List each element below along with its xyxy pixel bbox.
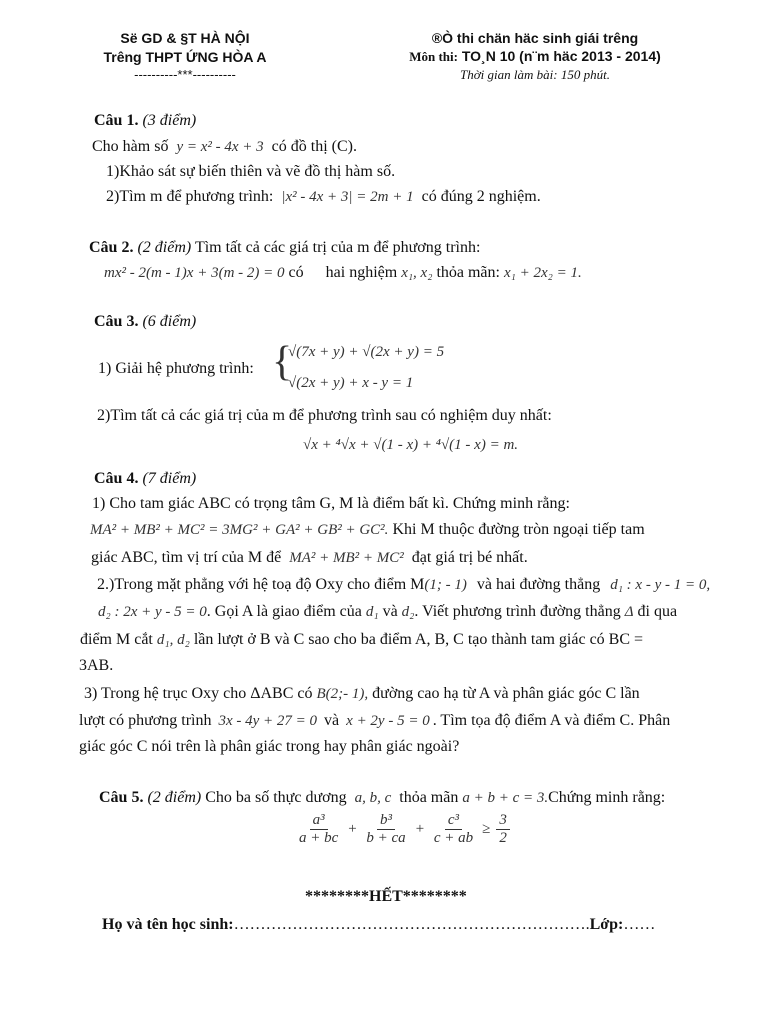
q3-part1: 1) Giải hệ phương trình: [98, 360, 254, 377]
q4-part3-line1 [84, 684, 640, 704]
q3-system-eq1: √(7x + y) + √(2x + y) = 5 [288, 344, 445, 360]
q4-identity: MA² + MB² + MC² = 3MG² + GA² + GB² + GC². [90, 522, 389, 538]
class-dots: …… [623, 916, 656, 933]
q5-points: (2 điểm) [147, 789, 202, 806]
q2-roots: x₁, x₂ [401, 265, 433, 281]
q1-intro-end: có đồ thị (C). [271, 138, 357, 155]
q5-condition: a + b + c = 3. [462, 790, 549, 806]
exam-duration: Thời gian làm bài: 150 phút. [460, 67, 610, 82]
q5-fraction-a [296, 812, 341, 847]
q2-condition: x₁ + 2x₂ = 1. [503, 265, 582, 281]
q4-point-b: B(2;- 1), [316, 686, 369, 702]
q4-heading [94, 469, 196, 489]
q5-title: Câu 5. [99, 789, 144, 806]
subject-value: TO¸N 10 (n¨m häc 2013 - 2014) [461, 48, 661, 64]
q5-vars: a, b, c [354, 790, 392, 806]
q5-f2-den: b + ca [366, 830, 406, 846]
q1-part2-end: có đúng 2 nghiệm. [421, 188, 541, 205]
q5-text-b: thỏa mãn [399, 789, 459, 806]
q4-line-d1: d₁ : x - y - 1 = 0, [610, 577, 711, 593]
q2-thoaman: thỏa mãn: [436, 264, 500, 281]
q2-points: (2 điểm) [137, 239, 192, 256]
q5-inequality [296, 812, 510, 847]
q4-part2-text-b: và hai đường thẳng [476, 576, 601, 593]
q1-part2-equation: |x² - 4x + 3| = 2m + 1 [281, 189, 414, 205]
q4-va: và [382, 603, 398, 620]
q4-part3-text-c: lượt có phương trình [79, 712, 212, 729]
q2-hai: hai nghiệm [325, 264, 398, 281]
q2-co: có [288, 264, 304, 281]
q2-text: Tìm tất cả các giá trị của m để phương trình: [194, 239, 481, 256]
student-name-dots: …………………………………………………………. [233, 916, 590, 933]
q3-part2: 2)Tìm tất cả các giá trị của m để phương trình sau có nghiệm duy nhất: [97, 407, 552, 424]
q2-equation: mx² - 2(m - 1)x + 3(m - 2) = 0 [104, 265, 285, 281]
q4-part2-text-g: lần lượt ở B và C sao cho ba điểm A, B, C tạo thành tam giác có BC = [193, 631, 644, 648]
exam-title: ®Ò thi chän häc sinh giái trêng [431, 30, 639, 46]
q4-part1-identity-line [90, 520, 645, 540]
q4-part2-line4: 3AB. [79, 657, 114, 674]
q4-sum-squares: MA² + MB² + MC² [289, 550, 404, 566]
q4-line-d2: d₂ : 2x + y - 5 = 0 [98, 604, 207, 620]
q3-heading [94, 312, 196, 332]
exam-subject [360, 48, 710, 65]
q4-part2-text: 2.)Trong mặt phẳng với hệ toạ độ Oxy cho điểm M [97, 576, 425, 593]
q4-part2-line1 [97, 575, 710, 595]
q5-f1-num: a³ [310, 812, 328, 830]
q4-delta: Δ [624, 604, 634, 620]
q5-f3-den: c + ab [433, 830, 474, 846]
q4-part2-line2 [98, 602, 677, 622]
q4-part1-question-text: giác ABC, tìm vị trí của M để [91, 549, 282, 566]
system-brace: { [272, 339, 293, 385]
q4-altitude-eq: 3x - 4y + 27 = 0 [218, 713, 318, 729]
q5-text-c: Chứng minh rằng: [548, 789, 666, 806]
q1-function: y = x² - 4x + 3 [176, 139, 264, 155]
q4-lines-ref: d₁, d₂ [156, 632, 190, 648]
q4-part3-text-d: . Tìm tọa độ điểm A và điểm C. Phân [432, 712, 671, 729]
q1-intro [92, 137, 357, 157]
q5-line1 [99, 788, 665, 808]
q1-part2 [106, 187, 541, 207]
q4-part2-text-c: . Gọi A là giao điểm của [206, 603, 362, 620]
q4-part1-question-end: đạt giá trị bé nhất. [411, 549, 528, 566]
q3-points: (6 điểm) [142, 313, 197, 330]
q5-text-a: Cho ba số thực dương [205, 789, 347, 806]
q5-fraction-b [363, 812, 408, 847]
student-name-label: Họ và tên học sinh: [102, 916, 234, 933]
school-department: Së GD & §T HÀ NỘI [120, 30, 250, 46]
q4-part3-line2 [79, 711, 670, 731]
class-label: Lớp: [589, 916, 624, 933]
header-separator: ----------***---------- [134, 67, 236, 82]
q4-part1-intro: 1) Cho tam giác ABC có trọng tâm G, M là điểm bất kì. Chứng minh rằng: [92, 495, 570, 512]
q4-point-m: (1; - 1) [424, 577, 467, 593]
subject-label: Môn thi: [409, 49, 458, 64]
q1-title: Câu 1. [94, 112, 139, 129]
q5-plus-1: + [347, 821, 358, 837]
end-marker: ********HẾT******** [305, 888, 467, 905]
q5-r-num: 3 [496, 812, 510, 830]
q3-title: Câu 3. [94, 313, 139, 330]
q1-points: (3 điểm) [142, 112, 197, 129]
student-info-line [102, 915, 655, 935]
q4-title: Câu 4. [94, 470, 139, 487]
q5-f1-den: a + bc [299, 830, 339, 846]
q5-fraction-rhs [496, 812, 510, 847]
q5-f2-num: b³ [377, 812, 395, 830]
q3-system-eq2: √(2x + y) + x - y = 1 [288, 375, 414, 391]
q4-bisector-eq: x + 2y - 5 = 0 [346, 713, 430, 729]
q1-part2-text: 2)Tìm m để phương trình: [106, 188, 274, 205]
q5-fraction-c [431, 812, 476, 847]
q4-part3-line3: giác góc C nói trên là phân giác trong hay phân giác ngoài? [79, 738, 460, 755]
q4-part1-cont: Khi M thuộc đường tròn ngoại tiếp tam [392, 521, 645, 538]
q4-part3-va: và [324, 712, 340, 729]
q4-part3-text-b: đường cao hạ từ A và phân giác góc C lần [372, 685, 640, 702]
q4-part1-question [91, 548, 528, 568]
q2-title: Câu 2. [89, 239, 134, 256]
q4-part2-line3 [80, 630, 643, 650]
q4-points: (7 điểm) [142, 470, 197, 487]
school-name: Trêng THPT ỨNG HÒA A [103, 49, 267, 65]
q1-intro-text: Cho hàm số [92, 138, 169, 155]
q3-part2-equation: √x + ⁴√x + √(1 - x) + ⁴√(1 - x) = m. [303, 437, 519, 453]
q5-plus-2: + [414, 821, 425, 837]
q2-heading [89, 238, 480, 258]
q4-part2-text-e: đi qua [637, 603, 678, 620]
q4-d2-ref: d₂ [401, 604, 415, 620]
q4-d1-ref: d₁ [365, 604, 379, 620]
q1-heading [94, 111, 196, 131]
q4-part2-text-f: điểm M cắt [80, 631, 153, 648]
q4-part3-text: 3) Trong hệ trục Oxy cho ΔABC có [84, 685, 313, 702]
q2-equation-line [104, 263, 582, 283]
q1-part1: 1)Khảo sát sự biến thiên và vẽ đồ thị hàm số. [106, 163, 396, 180]
q4-part2-text-d: . Viết phương trình đường thẳng [414, 603, 621, 620]
q5-f3-num: c³ [445, 812, 462, 830]
q5-r-den: 2 [499, 830, 507, 846]
q5-ge: ≥ [482, 821, 491, 837]
